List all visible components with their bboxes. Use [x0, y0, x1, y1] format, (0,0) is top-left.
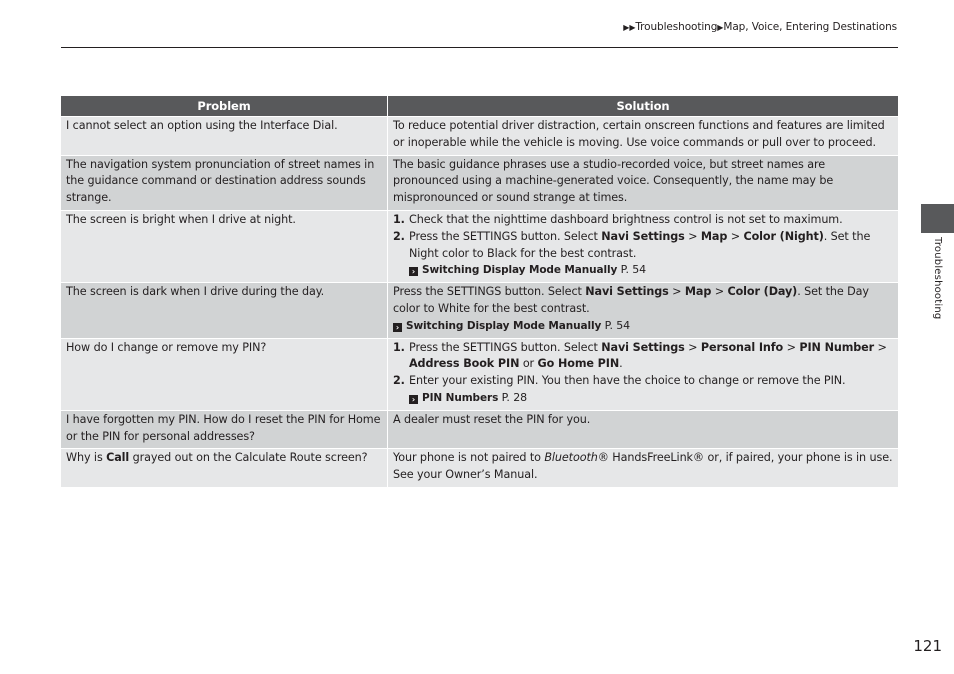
- header-divider: [61, 47, 898, 48]
- cross-reference-link[interactable]: [393, 262, 893, 279]
- menu-separator: >: [727, 229, 744, 243]
- xref-page: P. 54: [617, 263, 647, 277]
- xref-title: Switching Display Mode Manually: [406, 319, 602, 332]
- menu-separator: >: [684, 340, 701, 354]
- call-menu-label: Call: [106, 451, 130, 465]
- step-text: Enter your existing PIN. You then have the choice to change or remove the PIN.: [409, 374, 846, 388]
- breadcrumb-section[interactable]: Troubleshooting: [635, 21, 718, 33]
- solution-step: [393, 340, 893, 374]
- troubleshooting-table: [60, 95, 899, 488]
- problem-cell: [61, 449, 387, 487]
- menu-item-navi-settings: Navi Settings: [585, 285, 669, 299]
- problem-text: grayed out on the Calculate Route screen?: [129, 451, 368, 465]
- table-row: [61, 449, 898, 487]
- step-text: Check that the nighttime dashboard brightness control is not set to maximum.: [409, 212, 843, 226]
- menu-item-navi-settings: Navi Settings: [601, 229, 685, 243]
- menu-item-navi-settings: Navi Settings: [601, 340, 685, 354]
- reference-arrow-icon: ›: [409, 267, 418, 276]
- xref-page: P. 54: [601, 318, 631, 332]
- solution-steps: [393, 212, 893, 262]
- solution-text: Press the SETTINGS button. Select: [393, 285, 586, 299]
- reference-arrow-icon: ›: [393, 323, 402, 332]
- solution-column-header: Solution: [388, 96, 898, 116]
- section-tab-label: Troubleshooting: [932, 237, 943, 320]
- xref-title: PIN Numbers: [422, 391, 499, 404]
- solution-cell: [388, 339, 898, 410]
- solution-cell: A dealer must reset the PIN for you.: [388, 411, 898, 449]
- menu-item-go-home-pin: Go Home PIN: [537, 357, 620, 371]
- solution-cell: [388, 449, 898, 487]
- solution-text: Your phone is not paired to: [393, 451, 545, 465]
- table-row: [61, 283, 898, 337]
- problem-cell: The screen is bright when I drive at night.: [61, 211, 387, 282]
- problem-cell: The navigation system pronunciation of street names in the guidance command or destination address sounds strange.: [61, 156, 387, 210]
- problem-cell: I cannot select an option using the Interface Dial.: [61, 117, 387, 155]
- menu-item-color-day: Color (Day): [727, 285, 798, 299]
- solution-text: . Set the Day color to White for the best contrast.: [393, 285, 869, 315]
- xref-title: Switching Display Mode Manually: [422, 264, 618, 277]
- solution-steps: [393, 340, 893, 390]
- breadcrumb-separator-icon: ▶: [717, 23, 724, 32]
- problem-text: Why is: [66, 451, 107, 465]
- breadcrumb: [623, 21, 897, 33]
- breadcrumb-topic: Map, Voice, Entering Destinations: [723, 21, 897, 33]
- menu-item-pin-number: PIN Number: [799, 340, 875, 354]
- step-number: 1.: [393, 212, 405, 226]
- solution-step: [393, 373, 893, 390]
- table-row: [61, 156, 898, 210]
- table-header-row: [61, 96, 898, 116]
- problem-column-header: Problem: [61, 96, 387, 116]
- step-text: Press the SETTINGS button. Select: [409, 340, 602, 354]
- solution-cell: [388, 283, 898, 337]
- step-text: .: [619, 357, 623, 371]
- menu-item-map: Map: [684, 285, 712, 299]
- menu-separator: >: [668, 285, 685, 299]
- breadcrumb-arrow-icon: ▶▶: [623, 23, 636, 32]
- solution-cell: [388, 211, 898, 282]
- table-row: [61, 211, 898, 282]
- menu-item-address-book-pin: Address Book PIN: [409, 357, 520, 371]
- step-number: 2.: [393, 229, 405, 243]
- step-number: 2.: [393, 374, 405, 388]
- table-row: [61, 411, 898, 449]
- menu-item-map: Map: [700, 229, 728, 243]
- menu-item-personal-info: Personal Info: [700, 340, 784, 354]
- solution-step: [393, 229, 893, 263]
- table-row: [61, 339, 898, 410]
- step-text: Press the SETTINGS button. Select: [409, 229, 602, 243]
- section-tab[interactable]: [921, 204, 954, 233]
- menu-separator: >: [783, 340, 800, 354]
- problem-cell: How do I change or remove my PIN?: [61, 339, 387, 410]
- step-number: 1.: [393, 340, 405, 354]
- bluetooth-term: Bluetooth: [544, 451, 598, 465]
- reference-arrow-icon: ›: [409, 395, 418, 404]
- solution-cell: To reduce potential driver distraction, certain onscreen functions and features are limited or inoperable while the vehicle is moving. Use voice commands or pull over to proceed.: [388, 117, 898, 155]
- menu-separator: >: [874, 340, 887, 354]
- page-number: 121: [913, 637, 942, 655]
- menu-separator: >: [684, 229, 701, 243]
- cross-reference-link[interactable]: [393, 390, 893, 407]
- xref-page: P. 28: [498, 390, 528, 404]
- table-row: [61, 117, 898, 155]
- cross-reference-link[interactable]: [393, 318, 893, 335]
- step-text: . Set the Night color to Black for the best contrast.: [409, 229, 871, 260]
- solution-step: [393, 212, 893, 229]
- solution-text: ® HandsFreeLink® or, if paired, your phone is in use. See your Owner’s Manual.: [393, 451, 893, 482]
- problem-cell: I have forgotten my PIN. How do I reset the PIN for Home or the PIN for personal addresses?: [61, 411, 387, 449]
- solution-cell: The basic guidance phrases use a studio-recorded voice, but street names are pronounced using a machine-generated voice. Consequently, the name may be mispronounced or sound strange at times.: [388, 156, 898, 210]
- problem-cell: The screen is dark when I drive during the day.: [61, 283, 387, 337]
- menu-separator: >: [711, 285, 728, 299]
- menu-item-color-night: Color (Night): [743, 229, 824, 243]
- step-text: or: [519, 357, 538, 371]
